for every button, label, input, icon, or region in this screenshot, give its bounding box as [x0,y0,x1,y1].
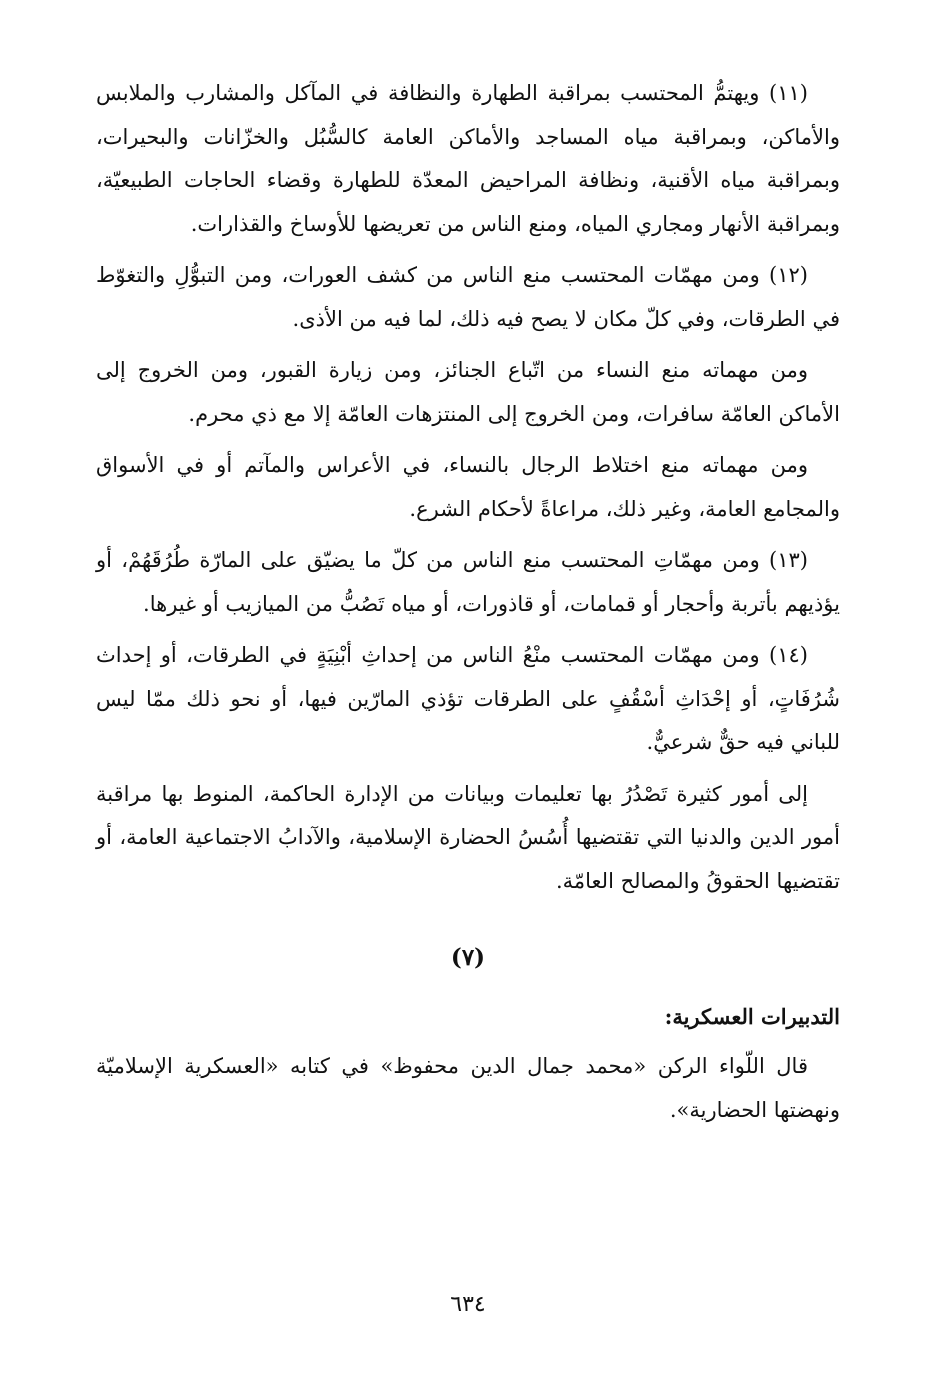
paragraph-women-duties: ومن مهماته منع النساء من اتّباع الجنائز، ومن زيارة القبور، ومن الخروج إلى الأماكن العامّة سافرات، ومن الخروج إلى المنتزهات العامّة إلا مع ذي محرم. [96,358,840,426]
section-heading: التدبيرات العسكرية: [664,1004,840,1029]
paragraph-14: (١٤) ومن مهمّات المحتسب منْعُ الناس من إحداثِ أبْنِيَةٍ في الطرقات، أو إحداث شُرُفَاتٍ، أو إحْدَاثِ أسْقُفٍ على الطرقات تؤذي المارّين فيها، أو نحو ذلك ممّا ليس للباني فيه حقٌّ شرعيٌّ. [96,643,840,754]
page-body [96,72,840,1140]
paragraph-13: (١٣) ومن مهمّاتِ المحتسب منع الناس من كلّ ما يضيّق على المارّة طُرُقَهُمْ، أو يؤذيهم بأتربة وأحجار أو قمامات، أو قاذورات، أو مياه تَصُبُّ من الميازيب أو غيرها. [96,548,840,616]
paragraph-12: (١٢) ومن مهمّات المحتسب منع الناس من كشف العورات، ومن التبوُّلِ والتغوّط في الطرقات، وفي كلّ مكان لا يصح فيه ذلك، لما فيه من الأذى. [96,263,840,331]
paragraph-mixing: ومن مهماته منع اختلاط الرجال بالنساء، في الأعراس والمآتم أو في الأسواق والمجامع العامة، وغير ذلك، مراعاةً لأحكام الشرع. [96,453,840,521]
paragraph-other-matters: إلى أمور كثيرة تَصْدُرُ بها تعليمات وبيانات من الإدارة الحاكمة، المنوط بها مراقبة أمور الدين والدنيا التي تقتضيها أُسُسُ الحضارة الإسلامية، والآدابُ الاجتماعية العامة، أو تقتضيها الحقوقُ والمصالح العامّة. [96,781,840,893]
paragraph-11: (١١) ويهتمُّ المحتسب بمراقبة الطهارة والنظافة في المآكل والمشارب والملابس والأماكن، وبمراقبة مياه المساجد والأماكن العامة كالسُّبُل والخزّانات والبحيرات، وبمراقبة مياه الأقنية، ونظافة المراحيض المعدّة للطهارة وقضاء الحاجات الطبيعيّة، وبمراقبة الأنهار ومجاري المياه، ومنع الناس من تعريضها للأوساخ والقذارات. [96,81,840,236]
section-number: (٧) [450,944,486,971]
page-number: ٦٣٤ [450,1292,486,1317]
section-paragraph: قال اللّواء الركن «محمد جمال الدين محفوظ» في كتابه «العسكرية الإسلاميّة ونهضتها الحضارية». [96,1054,840,1122]
